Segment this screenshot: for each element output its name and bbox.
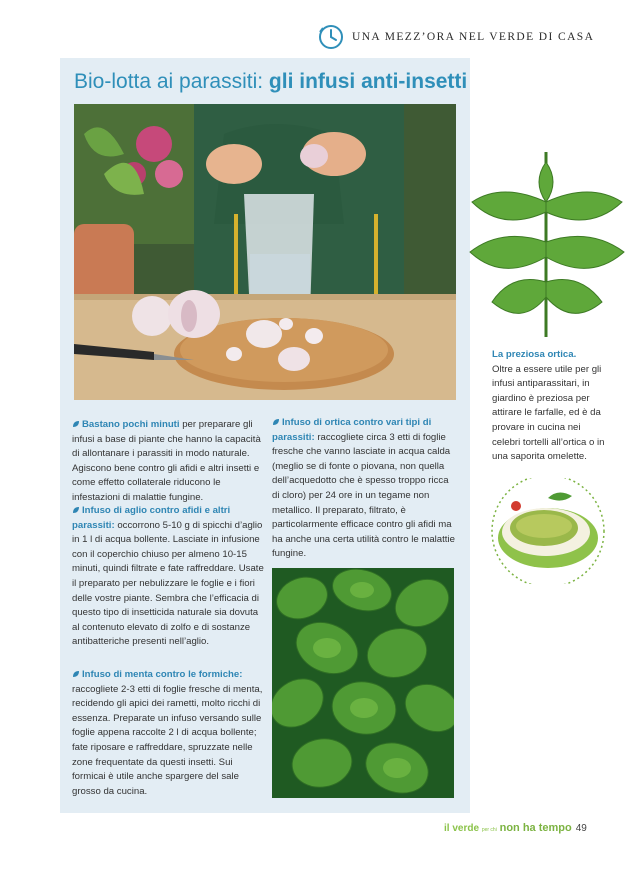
mint-paragraph <box>72 668 264 799</box>
intro-lead: Bastano pochi minuti <box>82 419 180 430</box>
footer-brand-c: non ha tempo <box>499 822 572 834</box>
mint-heading: Infuso di menta contro le formiche: <box>82 669 243 680</box>
page-number: 49 <box>575 823 587 834</box>
nettle-photo <box>462 142 630 342</box>
garlic-photo <box>74 104 456 400</box>
footer-brand-a: il verde <box>444 823 480 834</box>
leaf-bullet-icon <box>272 418 280 426</box>
section-title: UNA MEZZ’ORA NEL VERDE DI CASA <box>352 31 595 43</box>
omelette-photo <box>488 478 608 584</box>
section-header <box>318 24 608 54</box>
intro-text: per preparare gli infusi a base di piante che hanno la capacità di allontanare i parassiti in modo naturale. Agiscono bene contro gli afidi e altri insetti e come effetto collaterale riducono le infestazioni di malattie fungine. <box>72 419 261 503</box>
garlic-text: occorrono 5-10 g di spicchi d’aglio in 1 l di acqua bollente. Lasciate in infusione con il coperchio chiuso per almeno 10-15 minuti, quindi filtrate e fate raffreddare. Usate il preparato per nebulizzare le foglie e i fiori delle vostre piante. Sembra che l’efficacia di questo tipo di insetticida naturale sia dovuta al contenuto elevato di zolfo e di sostanze antibatteriche presenti nell’aglio. <box>72 519 264 648</box>
title-light: Bio-lotta ai parassiti: <box>74 70 269 93</box>
leaf-bullet-icon <box>72 420 80 428</box>
title-bold: gli infusi anti-insetti <box>268 70 468 93</box>
footer-brand-b: per chi <box>481 827 497 833</box>
nettle-paragraph <box>272 416 458 562</box>
garlic-paragraph <box>72 504 264 650</box>
nettle-text: raccogliete circa 3 etti di foglie fresche che vanno lasciate in acqua calda (meglio se di fonte o piovana, non quella dell’acquedotto che è spesso troppo ricca di cloro) per 24 ore in un tegame non metallico. Il preparato, filtrato, è particolarmente efficace contro gli afidi ma ha anche una certa utilità contro le malattie fungine. <box>272 431 455 560</box>
nettle-caption <box>492 348 610 465</box>
article-title <box>74 70 467 94</box>
clock-icon <box>318 24 344 50</box>
leaf-bullet-icon <box>72 670 80 678</box>
page-footer <box>444 822 587 834</box>
nettle-heading: Infuso di ortica contro vari tipi di parassiti: <box>272 417 432 443</box>
intro-paragraph <box>72 418 264 506</box>
garlic-heading: Infuso di aglio contro afidi e altri parassiti: <box>72 505 231 531</box>
mint-text: raccogliete 2-3 etti di foglie fresche di menta, recidendo gli apici dei rametti, molto ricchi di essenza. Preparate un infuso versando sulle foglie appena raccolte 2 l di acqua bollente; fate riposare e raffreddare, spruzzate nelle zone frequentate da questi insetti. Sui formicai è utile anche spargere del sale grosso da cucina. <box>72 683 263 797</box>
caption-text: Oltre a essere utile per gli infusi antiparassitari, in giardino è preziosa per attirare le farfalle, ed è da provare in cucina nei celebri tortelli all’ortica o in una saporita omelette. <box>492 363 605 463</box>
leaf-bullet-icon <box>72 506 80 514</box>
caption-heading: La preziosa ortica. <box>492 349 577 360</box>
mint-leaves-photo <box>272 568 454 798</box>
